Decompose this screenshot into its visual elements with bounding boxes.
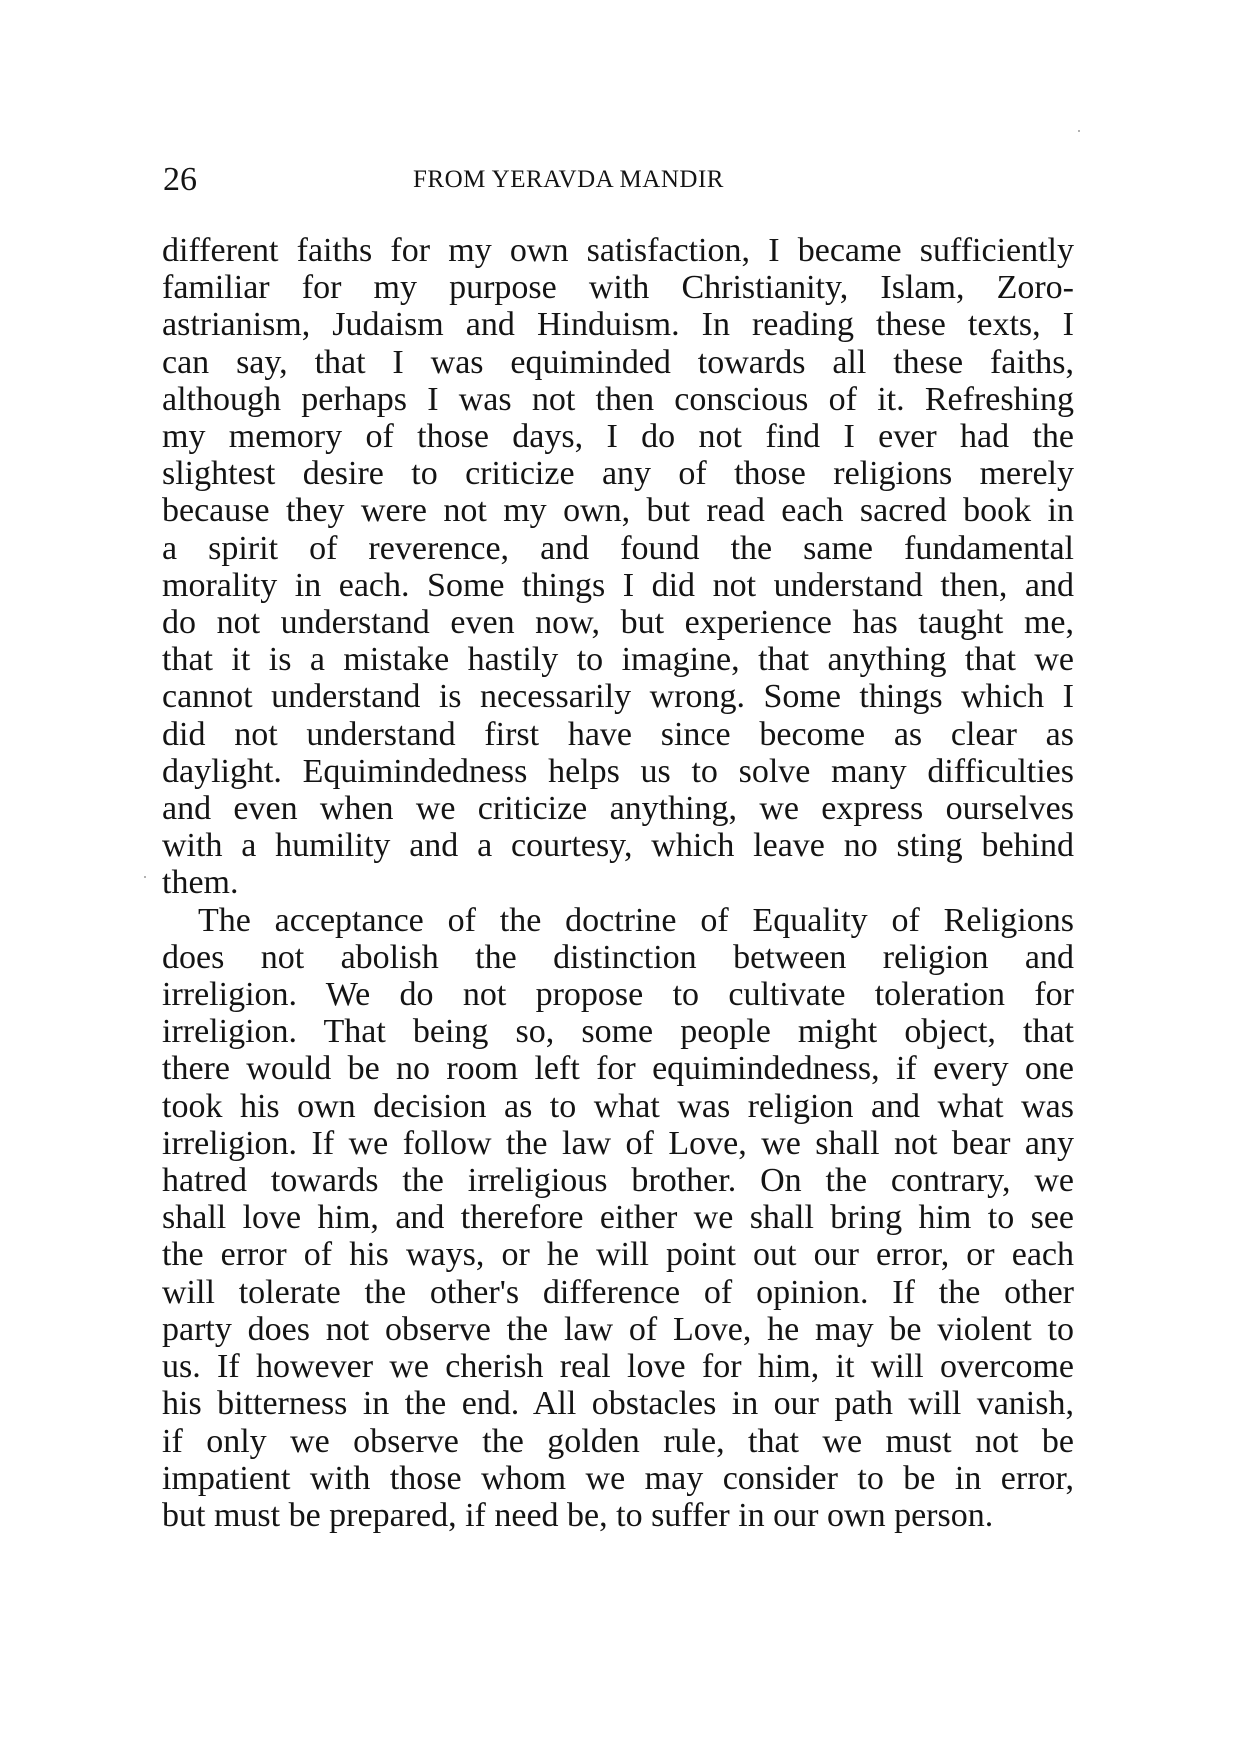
scan-speck	[144, 876, 146, 878]
text-line: although perhaps I was not then conscious of it. Refreshing	[162, 380, 1074, 418]
text-line: that it is a mistake hastily to imagine, that anything that we	[162, 641, 1074, 679]
body-text	[162, 232, 1074, 1534]
paragraph-end-line: but must be prepared, if need be, to suffer in our own person.	[162, 1496, 994, 1534]
text-line: familiar for my purpose with Christianity, Islam, Zoro-	[162, 269, 1074, 307]
text-line: astrianism, Judaism and Hinduism. In reading these texts, I	[162, 306, 1074, 344]
text-line: the error of his ways, or he will point out our error, or each	[162, 1236, 1074, 1274]
text-line: party does not observe the law of Love, he may be violent to	[162, 1310, 1074, 1348]
text-line: irreligion. If we follow the law of Love, we shall not bear any	[162, 1124, 1074, 1162]
text-line: irreligion. We do not propose to cultivate toleration for	[162, 976, 1074, 1014]
running-head: FROM YERAVDA MANDIR	[413, 166, 724, 193]
paragraph-end-line: them.	[162, 864, 239, 902]
text-line: with a humility and a courtesy, which leave no sting behind	[162, 827, 1074, 865]
text-line: does not abolish the distinction between religion and	[162, 938, 1074, 976]
paragraph-start-line: The acceptance of the doctrine of Equality of Religions	[198, 901, 1074, 939]
text-line: impatient with those whom we may consider to be in error,	[162, 1459, 1074, 1497]
text-line: daylight. Equimindedness helps us to solve many difficulties	[162, 752, 1074, 790]
text-line: there would be no room left for equimindedness, if every one	[162, 1050, 1074, 1088]
text-line: his bitterness in the end. All obstacles in our path will vanish,	[162, 1385, 1074, 1423]
text-line: do not understand even now, but experience has taught me,	[162, 604, 1074, 642]
text-line: a spirit of reverence, and found the same fundamental	[162, 529, 1074, 567]
text-line: different faiths for my own satisfaction, I became sufficiently	[162, 232, 1074, 269]
text-line: took his own decision as to what was religion and what was	[162, 1087, 1074, 1125]
text-line: can say, that I was equiminded towards all these faiths,	[162, 343, 1074, 381]
text-line: if only we observe the golden rule, that we must not be	[162, 1422, 1074, 1460]
text-line: shall love him, and therefore either we shall bring him to see	[162, 1199, 1074, 1237]
text-line: us. If however we cherish real love for him, it will overcome	[162, 1348, 1074, 1386]
text-line: and even when we criticize anything, we express ourselves	[162, 790, 1074, 828]
text-line: morality in each. Some things I did not understand then, and	[162, 566, 1074, 604]
text-line: slightest desire to criticize any of those religions merely	[162, 455, 1074, 493]
scan-speck	[1078, 130, 1080, 132]
page-number: 26	[163, 161, 197, 198]
text-line: will tolerate the other's difference of opinion. If the other	[162, 1273, 1074, 1311]
text-line: my memory of those days, I do not find I ever had the	[162, 418, 1074, 456]
text-line: did not understand first have since become as clear as	[162, 715, 1074, 753]
text-line: irreligion. That being so, some people might object, that	[162, 1013, 1074, 1051]
text-line: cannot understand is necessarily wrong. Some things which I	[162, 678, 1074, 716]
text-line: hatred towards the irreligious brother. On the contrary, we	[162, 1162, 1074, 1200]
text-line: because they were not my own, but read each sacred book in	[162, 492, 1074, 530]
